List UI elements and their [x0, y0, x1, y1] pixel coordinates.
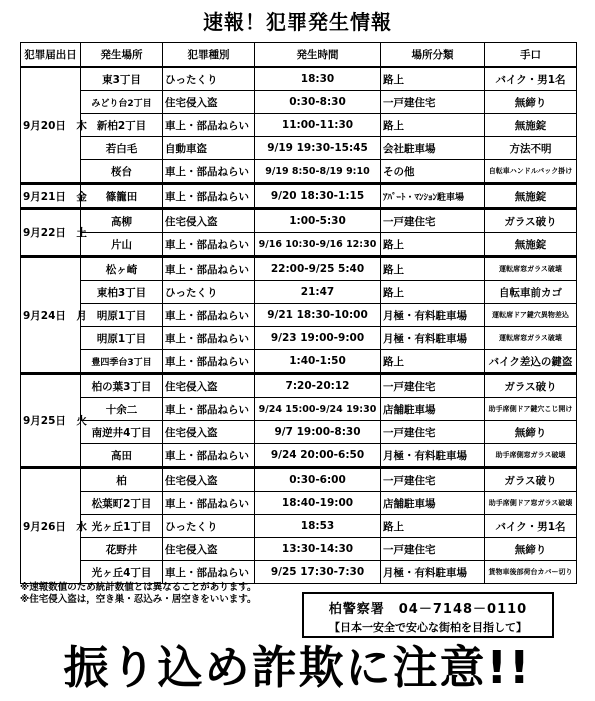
crime-type-cell: 車上・部品ねらい — [163, 327, 255, 350]
method-cell: 運転席ドア鍵穴異物差込 — [485, 304, 577, 327]
time-cell: 1:40-1:50 — [255, 350, 381, 374]
method-cell: 自転車前カゴ — [485, 281, 577, 304]
crime-type-cell: ひったくり — [163, 515, 255, 538]
location-cell: 十余二 — [81, 398, 163, 421]
method-cell: 無締り — [485, 91, 577, 114]
place-category-cell: 路上 — [381, 67, 485, 91]
location-cell: 光ヶ丘1丁目 — [81, 515, 163, 538]
location-cell: 南逆井4丁目 — [81, 421, 163, 444]
table-row — [21, 398, 577, 421]
report-date-cell: 9月25日 火 — [21, 374, 81, 468]
page-title: 速報！犯罪発生情報 — [203, 10, 392, 34]
crime-type-cell: 住宅侵入盗 — [163, 421, 255, 444]
crime-type-cell: 車上・部品ねらい — [163, 257, 255, 281]
location-cell: 松葉町2丁目 — [81, 492, 163, 515]
method-cell: 助手席側ドア窓ガラス破壊 — [485, 492, 577, 515]
table-row — [21, 67, 577, 91]
crime-type-cell: 車上・部品ねらい — [163, 561, 255, 584]
table-row — [21, 114, 577, 137]
crime-type-cell: 車上・部品ねらい — [163, 444, 255, 468]
table-row — [21, 468, 577, 492]
method-cell: ガラス破り — [485, 468, 577, 492]
method-cell: 運転席窓ガラス破壊 — [485, 327, 577, 350]
crime-report-table — [20, 42, 577, 584]
table-row — [21, 327, 577, 350]
method-cell: 助手席側ドア鍵穴こじ開け — [485, 398, 577, 421]
place-category-cell: 路上 — [381, 281, 485, 304]
crime-type-cell: 車上・部品ねらい — [163, 160, 255, 184]
police-station-phone: 柏警察署 04－7148－0110 — [328, 602, 528, 617]
table-row — [21, 492, 577, 515]
table-row — [21, 233, 577, 257]
location-cell: 新柏2丁目 — [81, 114, 163, 137]
location-cell: 片山 — [81, 233, 163, 257]
method-cell: 無施錠 — [485, 184, 577, 209]
crime-type-cell: 車上・部品ねらい — [163, 114, 255, 137]
time-cell: 9/16 10:30-9/16 12:30 — [255, 233, 381, 257]
table-row — [21, 561, 577, 584]
place-category-cell: 月極・有料駐車場 — [381, 327, 485, 350]
method-cell: 自転車ハンドルバック掛け — [485, 160, 577, 184]
time-cell: 9/19 19:30-15:45 — [255, 137, 381, 160]
fraud-warning-banner: 振り込め詐欺に注意!! — [63, 641, 532, 694]
location-cell: 柏 — [81, 468, 163, 492]
table-row — [21, 350, 577, 374]
place-category-cell: 会社駐車場 — [381, 137, 485, 160]
table-header-row — [21, 43, 577, 68]
crime-type-cell: 住宅侵入盗 — [163, 209, 255, 233]
method-cell: バイク・男1名 — [485, 515, 577, 538]
method-cell: 助手席側窓ガラス破壊 — [485, 444, 577, 468]
method-cell: バイク差込の鍵盗 — [485, 350, 577, 374]
method-cell: 無施錠 — [485, 114, 577, 137]
footnote: ※速報数値のため統計数値とは異なることがあります。 — [20, 582, 257, 593]
time-cell: 0:30-6:00 — [255, 468, 381, 492]
time-cell: 18:40-19:00 — [255, 492, 381, 515]
location-cell: 桜台 — [81, 160, 163, 184]
location-cell: 松ヶ崎 — [81, 257, 163, 281]
time-cell: 1:00-5:30 — [255, 209, 381, 233]
date-group — [21, 209, 577, 257]
table-row — [21, 137, 577, 160]
crime-type-cell: ひったくり — [163, 281, 255, 304]
police-slogan: 【日本一安全で安心な街柏を目指して】 — [329, 621, 527, 634]
location-cell: 柏の葉3丁目 — [81, 374, 163, 398]
location-cell: みどり台2丁目 — [81, 91, 163, 114]
method-cell: 運転席窓ガラス破壊 — [485, 257, 577, 281]
time-cell: 9/23 19:00-9:00 — [255, 327, 381, 350]
crime-type-cell: 車上・部品ねらい — [163, 233, 255, 257]
time-cell: 0:30-8:30 — [255, 91, 381, 114]
table-row — [21, 281, 577, 304]
time-cell: 18:53 — [255, 515, 381, 538]
location-cell: 高田 — [81, 444, 163, 468]
time-cell: 9/20 18:30-1:15 — [255, 184, 381, 209]
place-category-cell: 路上 — [381, 515, 485, 538]
place-category-cell: 月極・有料駐車場 — [381, 561, 485, 584]
location-cell: 明原1丁目 — [81, 304, 163, 327]
time-cell: 11:00-11:30 — [255, 114, 381, 137]
time-cell: 9/19 8:50-8/19 9:10 — [255, 160, 381, 184]
date-group — [21, 468, 577, 584]
location-cell: 明原1丁目 — [81, 327, 163, 350]
place-category-cell: 一戸建住宅 — [381, 538, 485, 561]
date-group — [21, 184, 577, 209]
table-row — [21, 374, 577, 398]
place-category-cell: 一戸建住宅 — [381, 421, 485, 444]
crime-type-cell: 車上・部品ねらい — [163, 184, 255, 209]
place-category-cell: 月極・有料駐車場 — [381, 304, 485, 327]
place-category-cell: 一戸建住宅 — [381, 91, 485, 114]
place-category-cell: 一戸建住宅 — [381, 468, 485, 492]
place-category-cell: 一戸建住宅 — [381, 209, 485, 233]
place-category-cell: 路上 — [381, 257, 485, 281]
report-date-cell: 9月24日 月 — [21, 257, 81, 374]
location-cell: 篠籠田 — [81, 184, 163, 209]
crime-type-cell: 車上・部品ねらい — [163, 398, 255, 421]
time-cell: 9/25 17:30-7:30 — [255, 561, 381, 584]
place-category-cell: 一戸建住宅 — [381, 374, 485, 398]
crime-type-cell: 住宅侵入盗 — [163, 91, 255, 114]
method-cell: 貨物車後部荷台カバー切り — [485, 561, 577, 584]
place-category-cell: ｱﾊﾟｰﾄ・ﾏﾝｼｮﾝ駐車場 — [381, 184, 485, 209]
crime-type-cell: 車上・部品ねらい — [163, 492, 255, 515]
method-cell: 方法不明 — [485, 137, 577, 160]
header-method: 手口 — [485, 43, 577, 68]
time-cell: 18:30 — [255, 67, 381, 91]
header-place-category: 場所分類 — [381, 43, 485, 68]
table-row — [21, 538, 577, 561]
date-group — [21, 257, 577, 374]
location-cell: 豊四季台3丁目 — [81, 350, 163, 374]
method-cell: バイク・男1名 — [485, 67, 577, 91]
method-cell: 無締り — [485, 421, 577, 444]
table-row — [21, 304, 577, 327]
time-cell: 9/21 18:30-10:00 — [255, 304, 381, 327]
header-report-date: 犯罪届出日 — [21, 43, 81, 68]
table-row — [21, 515, 577, 538]
place-category-cell: 店舗駐車場 — [381, 492, 485, 515]
crime-type-cell: 車上・部品ねらい — [163, 304, 255, 327]
location-cell: 東柏3丁目 — [81, 281, 163, 304]
location-cell: 東3丁目 — [81, 67, 163, 91]
time-cell: 9/7 19:00-8:30 — [255, 421, 381, 444]
location-cell: 花野井 — [81, 538, 163, 561]
place-category-cell: 路上 — [381, 350, 485, 374]
crime-type-cell: 住宅侵入盗 — [163, 468, 255, 492]
table-row — [21, 184, 577, 209]
table-row — [21, 444, 577, 468]
place-category-cell: 路上 — [381, 233, 485, 257]
date-group — [21, 374, 577, 468]
header-location: 発生場所 — [81, 43, 163, 68]
crime-type-cell: 車上・部品ねらい — [163, 350, 255, 374]
table-row — [21, 160, 577, 184]
table-row — [21, 257, 577, 281]
table-row — [21, 91, 577, 114]
date-group — [21, 67, 577, 184]
place-category-cell: 店舗駐車場 — [381, 398, 485, 421]
method-cell: ガラス破り — [485, 209, 577, 233]
crime-type-cell: 住宅侵入盗 — [163, 374, 255, 398]
time-cell: 22:00-9/25 5:40 — [255, 257, 381, 281]
place-category-cell: 月極・有料駐車場 — [381, 444, 485, 468]
crime-type-cell: ひったくり — [163, 67, 255, 91]
method-cell: ガラス破り — [485, 374, 577, 398]
police-contact-box — [302, 592, 554, 638]
method-cell: 無施錠 — [485, 233, 577, 257]
report-date-cell: 9月26日 水 — [21, 468, 81, 584]
table-row — [21, 421, 577, 444]
header-crime-type: 犯罪種別 — [163, 43, 255, 68]
footnotes — [20, 582, 256, 606]
time-cell: 9/24 20:00-6:50 — [255, 444, 381, 468]
location-cell: 光ヶ丘4丁目 — [81, 561, 163, 584]
footnote: ※住宅侵入盗は，空き巣・忍込み・居空きをいいます。 — [20, 594, 257, 605]
report-date-cell: 9月21日 金 — [21, 184, 81, 209]
crime-type-cell: 自動車盗 — [163, 137, 255, 160]
report-date-cell: 9月20日 木 — [21, 67, 81, 184]
place-category-cell: 路上 — [381, 114, 485, 137]
header-time: 発生時間 — [255, 43, 381, 68]
time-cell: 13:30-14:30 — [255, 538, 381, 561]
crime-type-cell: 住宅侵入盗 — [163, 538, 255, 561]
time-cell: 9/24 15:00-9/24 19:30 — [255, 398, 381, 421]
place-category-cell: その他 — [381, 160, 485, 184]
time-cell: 7:20-20:12 — [255, 374, 381, 398]
table-row — [21, 209, 577, 233]
location-cell: 高柳 — [81, 209, 163, 233]
time-cell: 21:47 — [255, 281, 381, 304]
report-date-cell: 9月22日 土 — [21, 209, 81, 257]
location-cell: 若白毛 — [81, 137, 163, 160]
method-cell: 無締り — [485, 538, 577, 561]
